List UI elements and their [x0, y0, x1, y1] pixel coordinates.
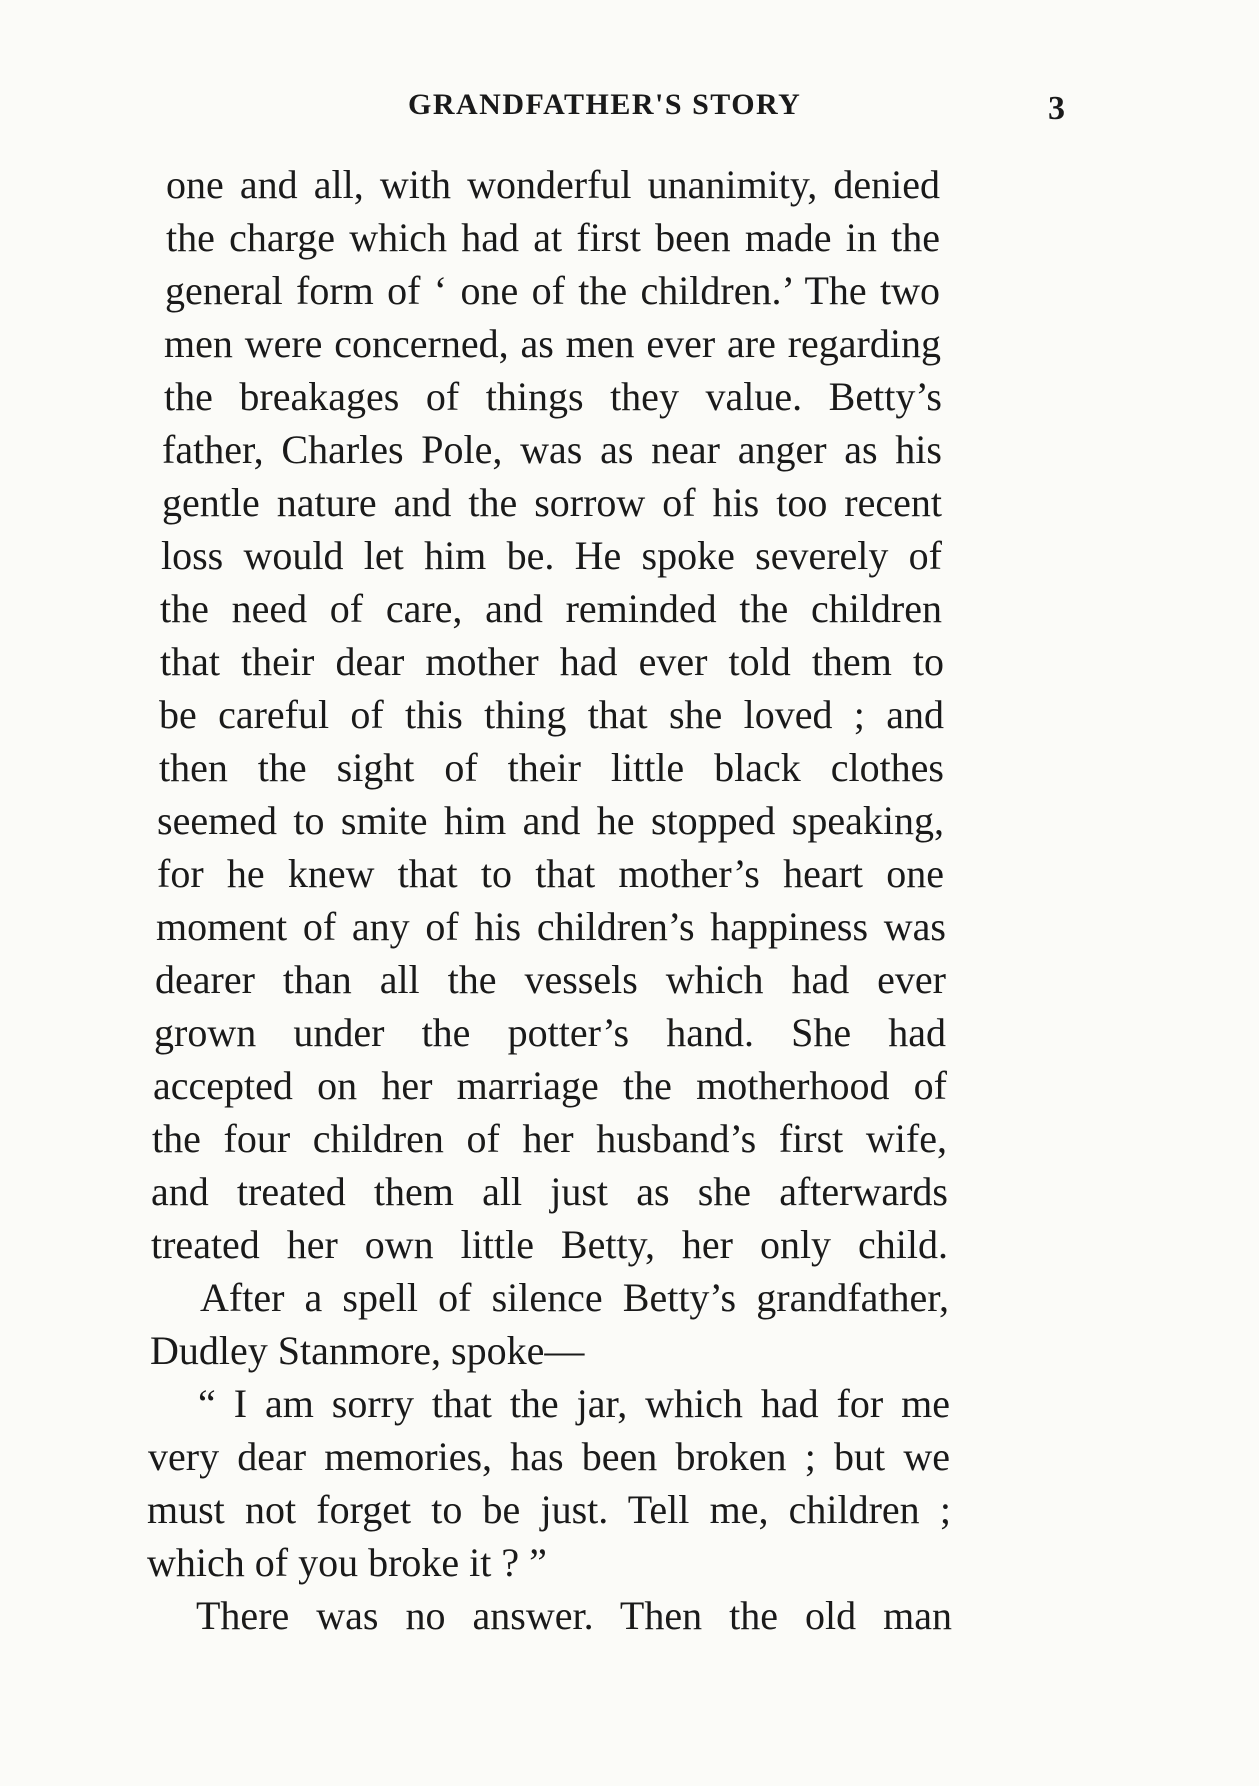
text-line: There was no answer. Then the old man	[196, 1593, 952, 1638]
text-line: one and all, with wonderful unanimity, denied	[166, 162, 940, 207]
text-line: the charge which had at first been made in the	[166, 215, 940, 260]
text-line: father, Charles Pole, was as near anger as his	[162, 427, 942, 472]
text-line: very dear memories, has been broken ; but we	[148, 1434, 950, 1479]
running-head	[0, 88, 1259, 128]
text-line: seemed to smite him and he stopped speaking,	[157, 798, 944, 843]
page-number: 3	[1048, 90, 1065, 127]
text-line: gentle nature and the sorrow of his too recent	[162, 480, 942, 525]
text-line: moment of any of his children’s happiness was	[156, 904, 946, 949]
text-line: the breakages of things they value. Betty’s	[164, 374, 942, 419]
text-line: After a spell of silence Betty’s grandfather,	[200, 1275, 949, 1320]
text-line: grown under the potter’s hand. She had	[154, 1010, 946, 1055]
text-line: loss would let him be. He spoke severely of	[161, 533, 942, 578]
text-line: the need of care, and reminded the children	[160, 586, 942, 631]
text-line: which of you broke it ? ”	[147, 1540, 547, 1585]
body-text	[0, 158, 1259, 1642]
text-line: treated her own little Betty, her only child.	[151, 1222, 948, 1267]
text-line: Dudley Stanmore, spoke—	[150, 1328, 585, 1373]
text-line: the four children of her husband’s first wife,	[152, 1116, 947, 1161]
text-line: be careful of this thing that she loved ; and	[159, 692, 944, 737]
text-line: must not forget to be just. Tell me, children ;	[147, 1487, 951, 1532]
text-line: then the sight of their little black clothes	[159, 745, 944, 790]
text-line: men were concerned, as men ever are regarding	[164, 321, 941, 366]
text-line: dearer than all the vessels which had ever	[155, 957, 946, 1002]
running-title: GRANDFATHER'S STORY	[408, 88, 802, 121]
text-line: and treated them all just as she afterwards	[151, 1169, 948, 1214]
text-line: general form of ‘ one of the children.’ The two	[165, 268, 940, 313]
text-line: “ I am sorry that the jar, which had for me	[198, 1381, 950, 1426]
text-line: accepted on her marriage the motherhood of	[153, 1063, 947, 1108]
text-line: for he knew that to that mother’s heart one	[157, 851, 944, 896]
text-line: that their dear mother had ever told them to	[160, 639, 944, 684]
